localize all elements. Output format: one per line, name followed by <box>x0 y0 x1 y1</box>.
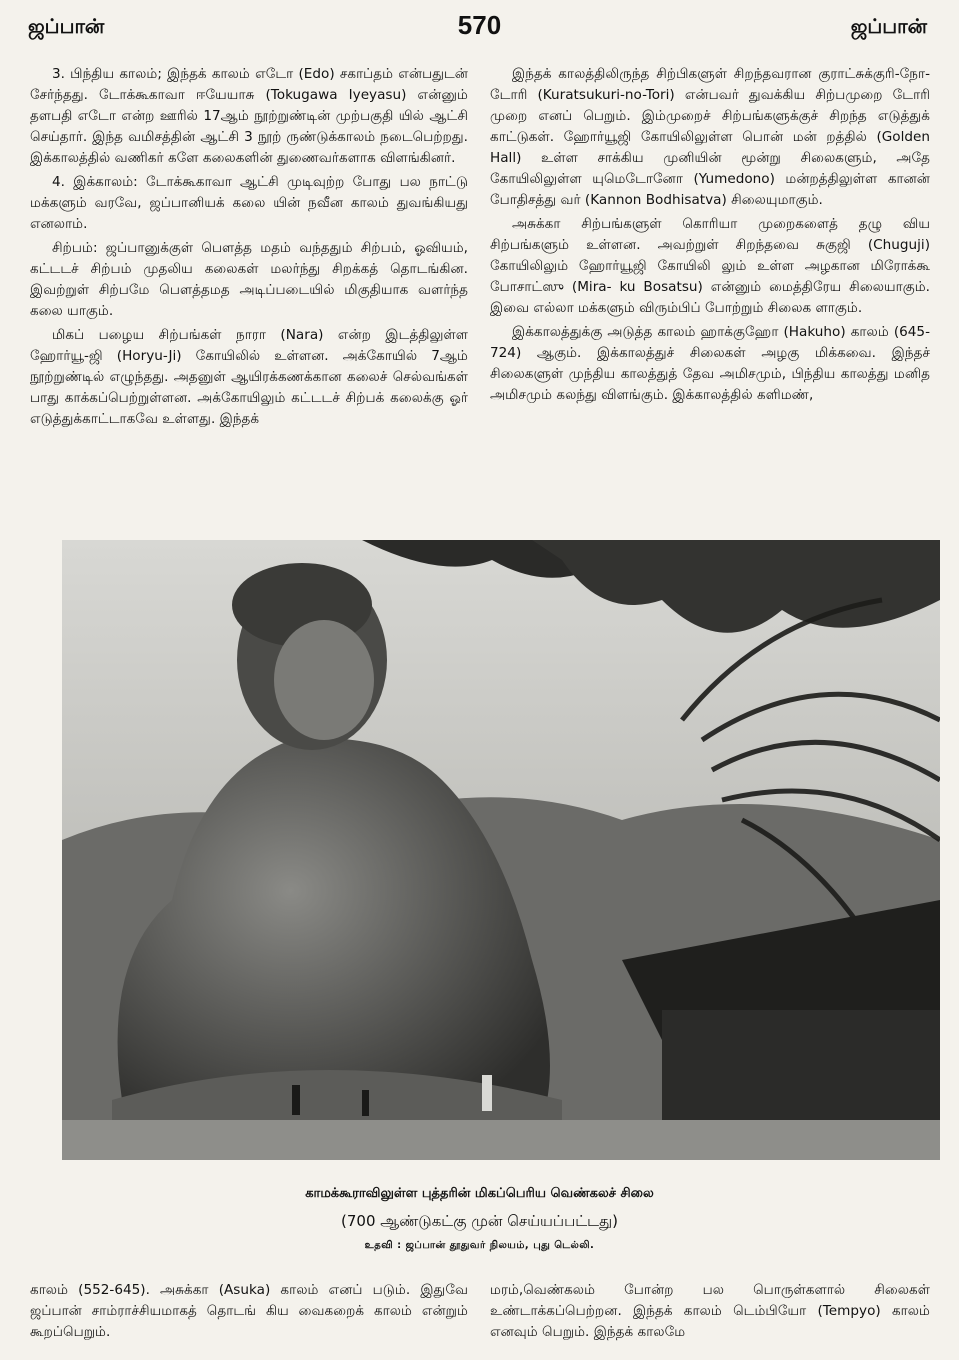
paragraph-asuka: காலம் (552-645). அசுக்கா (Asuka) காலம் எனப் படும். இதுவே ஜப்பான் சாம்ராச்சியமாகத் தொடங் கிய வைகறைக் காலம் என்றும் கூறப்பெறும். <box>30 1282 468 1340</box>
bottom-right-column <box>490 1280 930 1346</box>
paragraph-hakuho: இக்காலத்துக்கு அடுத்த காலம் ஹாக்குஹோ (Hakuho) காலம் (645-724) ஆகும். இக்காலத்துச் சிலைகள் அழகு மிக்கவை. இந்தச் சிலைகளுள் முந்திய காலத்துத் தேவ அமிசமும், பிந்திய காலத்து மனித அமிசமும் கலந்து விளங்கும். இக்காலத்தில் களிமண், <box>490 324 930 403</box>
running-head-left: ஜப்பான் <box>28 14 105 38</box>
buddha-statue-image <box>62 540 940 1160</box>
paragraph-tori-style: இந்தக் காலத்திலிருந்த சிற்பிகளுள் சிறந்தவரான குராட்சுக்குரி-நோ-டோரி (Kuratsukuri-no-Tori) என்பவர் துவக்கிய சிற்பமுறை டோரி முறை எனப் பெறும். இம்முறைச் சிற்பங்களுக்குச் சிறந்த எடுத்துக் காட்டுகள். ஹோர்யூஜி கோயிலிலுள்ள பொன் மன் றத்தில் (Golden Hall) உள்ள சாக்கிய முனியின் மூன்று சிலைகளும், அதே கோயிலிலுள்ள யுமெடோனோ (Yumedono) மன்றத்திலுள்ள கானன் போதிசத்து வர் (Kannon Bodhisatva) சிலையுமாகும். <box>490 66 930 208</box>
left-column <box>30 64 468 433</box>
bottom-left-column <box>30 1280 468 1346</box>
paragraph-modern-period: 4. இக்காலம்: டோக்கூகாவா ஆட்சி முடிவுற்ற போது பல நாட்டு மக்களும் வரவே, ஜப்பானியக் கலை யின் நவீன காலம் துவங்கியது எனலாம். <box>30 174 468 232</box>
page-header <box>0 0 959 48</box>
paragraph-nara: மிகப் பழைய சிற்பங்கள் நாரா (Nara) என்ற இடத்திலுள்ள ஹோர்யூ-ஜி (Horyu-Ji) கோயிலில் உள்ளன. அக்கோயில் 7ஆம் நூற்றுண்டில் எழுந்தது. அதனுள் ஆயிரக்கணக்கான கலைச் செல்வங்கள் பாது காக்கப்பெற்றுள்ளன. அக்கோயிலும் கட்டடச் சிற்பக் கலைக்கு ஓர் எடுத்துக்காட்டாகவே உள்ளது. இந்தக் <box>30 327 468 427</box>
figure-credit: உதவி : ஜப்பான் தூதுவர் நிலயம், புது டெல்லி. <box>364 1240 595 1251</box>
right-column <box>490 64 930 409</box>
buddha-photograph <box>62 540 940 1160</box>
paragraph-sculpture: சிற்பம்: ஜப்பானுக்குள் பௌத்த மதம் வந்ததும் சிற்பம், ஓவியம், கட்டடச் சிற்பம் முதலிய கலைகள் மலர்ந்து சிறக்கத் தொடங்கின. இவற்றுள் சிற்பமே பௌத்தமத அடிப்படையில் மிகுதியாக வளர்ந்த கலை யாகும். <box>30 240 468 319</box>
paragraph-later-period: 3. பிந்திய காலம்; இந்தக் காலம் எடோ (Edo) சகாப்தம் என்பதுடன் சேர்ந்தது. டோக்கூகாவா ஈயேயாசு (Tokugawa Iyeyasu) என்னும் தளபதி எடோ என்ற ஊரில் 17ஆம் நூற்றுண்டின் முற்பகுதி யில் ஆட்சி செய்தார். இந்த வமிசத்தின் ஆட்சி 3 நூற் ருண்டுக்காலம் நடைபெற்றது. இக்காலத்தில் வணிகர் களே கலைகளின் துணைவர்களாக விளங்கினர். <box>30 66 468 166</box>
paragraph-tempyo: மரம்,வெண்கலம் போன்ற பல பொருள்களால் சிலைகள் உண்டாக்கப்பெற்றன. இந்தக் காலம் டெம்பியோ (Tempyo) காலம் எனவும் பெறும். இந்தக் காலமே <box>490 1282 930 1340</box>
figure-caption-title: காமக்கூராவிலுள்ள புத்தரின் மிகப்பெரிய வெண்கலச் சிலை <box>305 1186 654 1201</box>
figure-caption-subtitle: (700 ஆண்டுகட்கு முன் செய்யப்பட்டது) <box>341 1212 618 1230</box>
paragraph-korean-style: அசுக்கா சிற்பங்களுள் கொரியா முறைகளைத் தழு விய சிற்பங்களும் உள்ளன. அவற்றுள் சிறந்தவை சுகுஜி (Chuguji) கோயிலிலும் ஹோர்யூஜி கோயிலி லும் உள்ள அழகான மிரோக்கூ போசாட்ஸு (Mira- ku Bosatsu) என்னும் மைத்திரேய சிலையாகும். இவை எல்லா மக்களும் விரும்பிப் போற்றும் சிலைக ளாகும். <box>490 216 930 316</box>
page-number: 570 <box>457 10 502 40</box>
running-head-right: ஜப்பான் <box>850 14 927 38</box>
